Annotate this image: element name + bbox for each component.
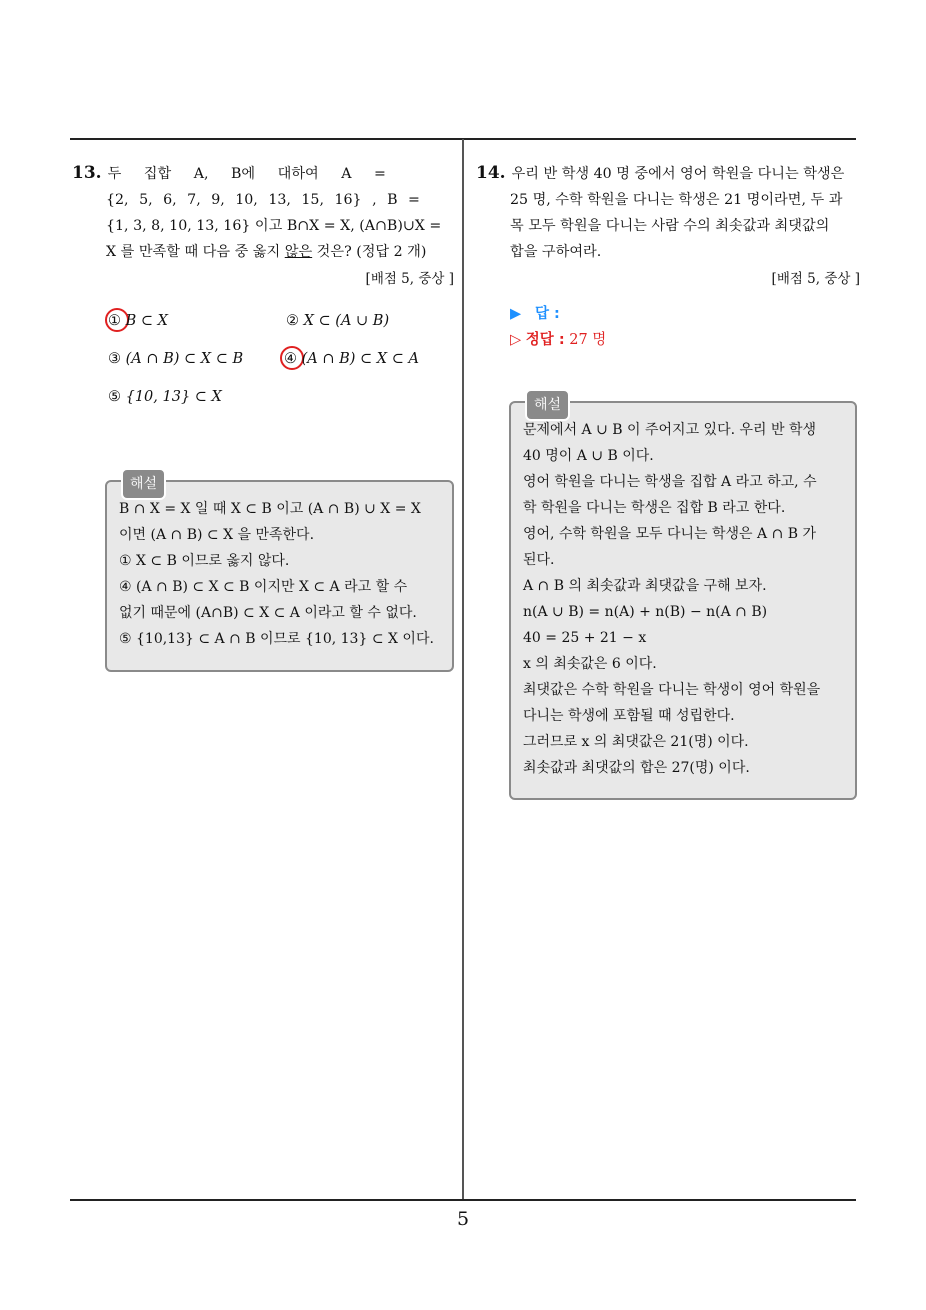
q13-line-4-post: 것은? (정답 2 개) (312, 244, 427, 260)
solution-line: 영어 학원을 다니는 학생을 집합 A 라고 하고, 수 (523, 474, 817, 490)
correct-answer-row (510, 327, 860, 353)
solution-line: x 의 최솟값은 6 이다. (523, 656, 657, 672)
solution-line: 40 명이 A ∪ B 이다. (523, 448, 654, 464)
q14-line: 우리 반 학생 40 명 중에서 영어 학원을 다니는 학생은 (511, 166, 845, 182)
q13-line-4 (106, 239, 454, 265)
q14-line: 25 명, 수학 학원을 다니는 학생은 21 명이라면, 두 과 (510, 192, 843, 208)
q13-underlined-word: 않은 (284, 244, 313, 260)
solution-line: 영어, 수학 학원을 모두 다니는 학생은 A ∩ B 가 (523, 526, 817, 542)
outline-arrow-icon: ▷ (510, 332, 522, 348)
solution-line: 이면 (A ∩ B) ⊂ X 을 만족한다. (119, 527, 315, 543)
question-13 (72, 160, 454, 433)
solution-line: 최댓값은 수학 학원을 다니는 학생이 영어 학원을 (523, 682, 821, 698)
q14-line: 목 모두 학원을 다니는 사람 수의 최솟값과 최댓값의 (510, 218, 830, 234)
question-13-score: [배점 5, 중상 ] (365, 271, 454, 287)
solution-line: 40 = 25 + 21 − x (523, 630, 647, 646)
question-14-text (476, 160, 860, 265)
solution-tab: 해설 (121, 468, 166, 500)
question-14-number: 14. (476, 163, 506, 183)
question-14-score: [배점 5, 중상 ] (771, 271, 860, 287)
question-14-solution-box (509, 397, 857, 800)
q13-line-4-pre: X 를 만족할 때 다음 중 옳지 (106, 244, 285, 260)
correct-answer-value: 27 명 (569, 332, 607, 348)
solution-line: ① X ⊂ B 이므로 옳지 않다. (119, 553, 290, 569)
answer-label: 답 : (534, 306, 560, 322)
page-number: 5 (456, 1208, 470, 1230)
choice-5[interactable]: ⑤ {10, 13} ⊂ X (108, 389, 222, 405)
solution-line: n(A ∪ B) = n(A) + n(B) − n(A ∩ B) (523, 604, 768, 620)
q14-line: 합을 구하여라. (510, 244, 602, 260)
q13-line-1: 두 집합 A, B에 대하여 A = (107, 166, 386, 182)
solution-tab: 해설 (525, 389, 570, 421)
solution-line: 된다. (523, 552, 555, 568)
q13-line-3: {1, 3, 8, 10, 13, 16} 이고 B∩X = X, (A∩B)∪X = (106, 218, 442, 234)
solution-line: A ∩ B 의 최솟값과 최댓값을 구해 보자. (523, 578, 767, 594)
choice-3[interactable]: ③ (A ∩ B) ⊂ X ⊂ B (108, 351, 244, 367)
column-divider (462, 139, 464, 1201)
question-13-choices (72, 313, 454, 433)
question-13-text (72, 160, 454, 265)
play-arrow-icon: ▶ (510, 306, 522, 322)
choice-4[interactable]: ④ (A ∩ B) ⊂ X ⊂ A (284, 351, 419, 367)
correct-answer-label: 정답 : (525, 332, 565, 348)
answer-block (510, 301, 860, 353)
solution-line: 다니는 학생에 포함될 때 성립한다. (523, 708, 735, 724)
choice-1[interactable]: ① B ⊂ X (108, 313, 168, 329)
solution-line: 최솟값과 최댓값의 합은 27(명) 이다. (523, 760, 750, 776)
solution-line: 없기 때문에 (A∩B) ⊂ X ⊂ A 이라고 할 수 없다. (119, 605, 417, 621)
solution-line: 학 학원을 다니는 학생은 집합 B 라고 한다. (523, 500, 786, 516)
choice-2[interactable]: ② X ⊂ (A ∪ B) (286, 313, 390, 329)
solution-line: 문제에서 A ∪ B 이 주어지고 있다. 우리 반 학생 (523, 422, 817, 438)
q13-line-2: {2, 5, 6, 7, 9, 10, 13, 15, 16} , B = (106, 192, 420, 208)
question-13-number: 13. (72, 163, 102, 183)
question-14 (476, 160, 860, 353)
answer-row[interactable] (510, 301, 860, 327)
solution-line: 그러므로 x 의 최댓값은 21(명) 이다. (523, 734, 749, 750)
solution-line: ④ (A ∩ B) ⊂ X ⊂ B 이지만 X ⊂ A 라고 할 수 (119, 579, 408, 595)
solution-line: B ∩ X = X 일 때 X ⊂ B 이고 (A ∩ B) ∪ X = X (119, 501, 421, 517)
bottom-rule (70, 1199, 856, 1201)
question-13-solution-box (105, 476, 454, 672)
solution-line: ⑤ {10,13} ⊂ A ∩ B 이므로 {10, 13} ⊂ X 이다. (119, 631, 434, 647)
